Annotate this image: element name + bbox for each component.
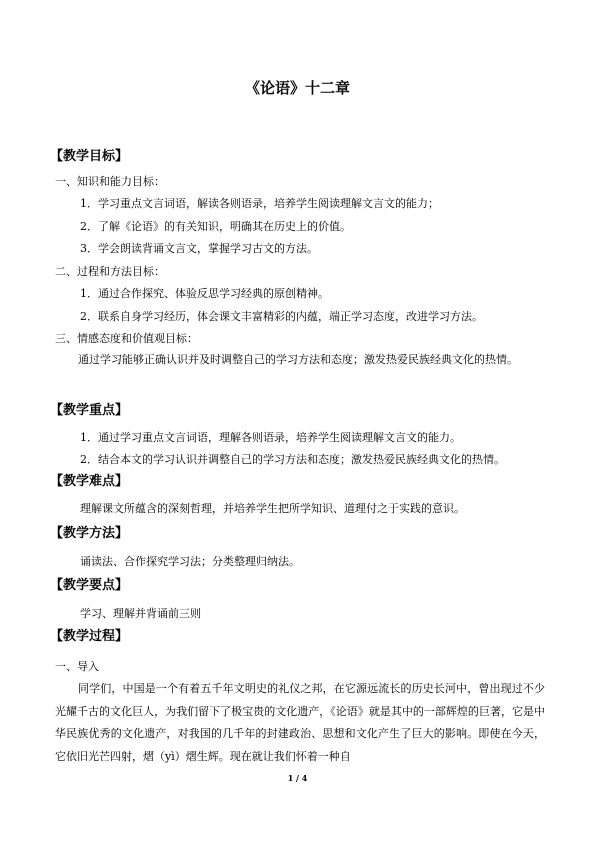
process-step1-text: 同学们，中国是一个有着五千年文明史的礼仪之邦，在它源远流长的历史长河中，曾出现过不少光耀千古的文化巨人，为我们留下了极宝贵的文化遗产，《论语》就是其中的一部辉煌的巨著，它是中华民族优秀的文化遗产，对我国的几千年的封建政治、思想和文化产生了巨大的影响。即使在今天，它依旧光芒四射，熠（yì）熠生辉。现在就让我们怀着一种自 xyxy=(55,682,545,763)
objectives-part2-title: 二、过程和方法目标： xyxy=(55,265,165,278)
objectives-part3-text: 通过学习能够正确认识并及时调整自己的学习方法和态度；激发热爱民族经典文化的热情。 xyxy=(78,353,518,366)
page-number: 1 / 4 xyxy=(287,773,308,783)
section-heading-methods: 【教学方法】 xyxy=(50,526,129,541)
objectives-part1-item: 2．了解《论语》的有关知识，明确其在历史上的价值。 xyxy=(80,220,351,233)
methods-text: 诵读法、合作探究学习法；分类整理归纳法。 xyxy=(80,555,300,568)
objectives-part1-item: 3．学会朗读背诵文言文，掌握学习古文的方法。 xyxy=(80,242,318,255)
objectives-part2-item: 2．联系自身学习经历，体会课文丰富精彩的内蕴，端正学习态度，改进学习方法。 xyxy=(80,310,483,323)
section-heading-essentials: 【教学要点】 xyxy=(50,578,129,593)
difficulties-text: 理解课文所蕴含的深刻哲理，并培养学生把所学知识、道理付之于实践的意识。 xyxy=(80,502,465,515)
essentials-text: 学习、理解并背诵前三则 xyxy=(80,607,201,620)
objectives-part3-title: 三、情感态度和价值观目标： xyxy=(55,332,198,345)
process-step1-title: 一、导入 xyxy=(55,660,99,673)
key-point-item: 1．通过学习重点文言词语，理解各则语录，培养学生阅读理解文言文的能力。 xyxy=(80,431,461,444)
objectives-part1-item: 1．学习重点文言词语，解读各则语录，培养学生阅读理解文言文的能力； xyxy=(80,197,439,210)
document-title: 《论语》十二章 xyxy=(244,79,350,97)
section-heading-process: 【教学过程】 xyxy=(50,629,129,644)
key-point-item: 2．结合本文的学习认识并调整自己的学习方法和态度；激发热爱民族经典文化的热情。 xyxy=(80,453,505,466)
objectives-part1-title: 一、知识和能力目标： xyxy=(55,175,165,188)
objectives-part2-item: 1．通过合作探究、体验反思学习经典的原创精神。 xyxy=(80,287,329,300)
section-heading-key-points: 【教学重点】 xyxy=(50,403,129,418)
section-heading-difficulties: 【教学难点】 xyxy=(50,474,129,489)
section-heading-objectives: 【教学目标】 xyxy=(50,149,129,164)
